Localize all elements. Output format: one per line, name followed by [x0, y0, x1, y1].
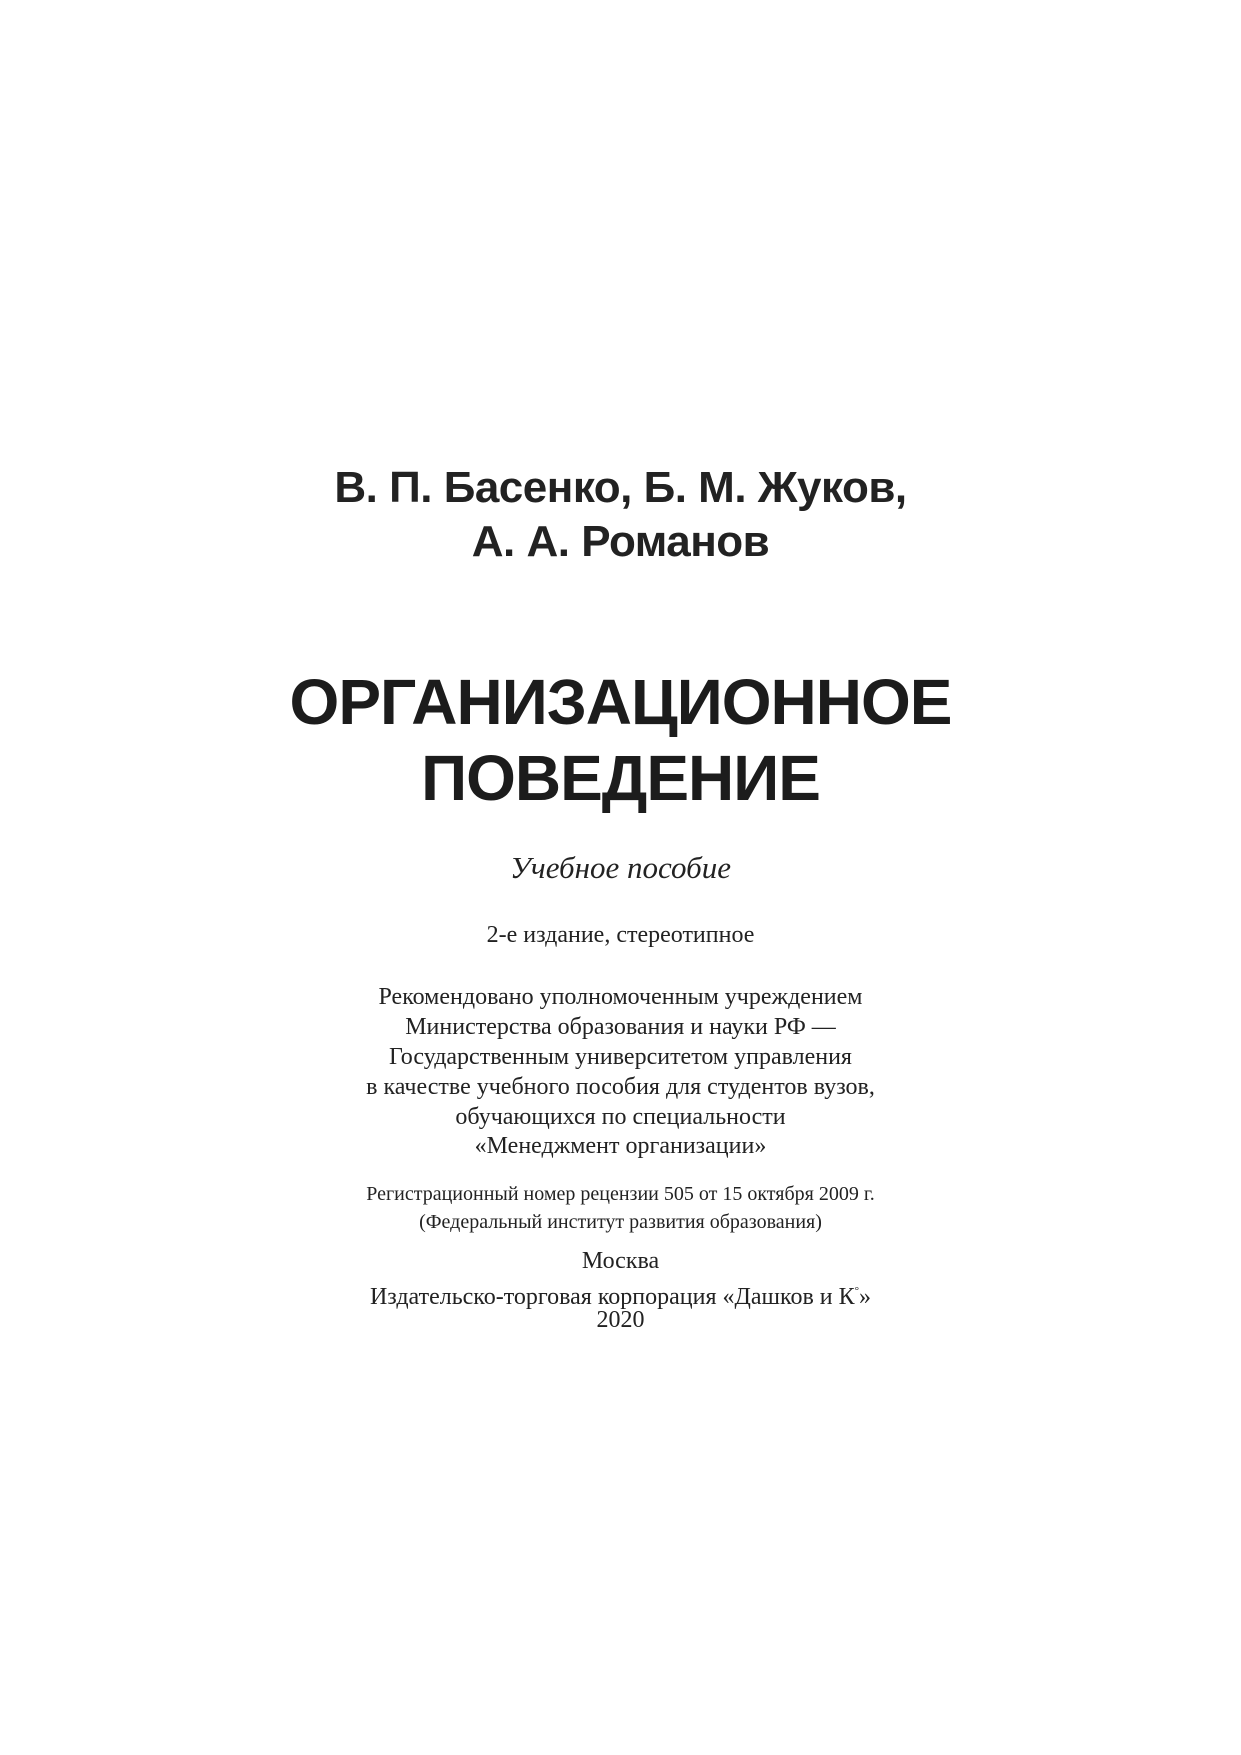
publisher-closing-quote: » [859, 1284, 872, 1310]
book-title-line-1: ОРГАНИЗАЦИОННОЕ [289, 666, 952, 738]
recommendation-line-5: обучающихся по специальности [455, 1104, 786, 1130]
recommendation-line-1: Рекомендовано уполномоченным учреждением [378, 984, 863, 1010]
authors-line-2: А. А. Романов [471, 517, 770, 566]
degree-mark: ° [854, 1285, 860, 1297]
authors-line-1: В. П. Басенко, Б. М. Жуков, [334, 463, 907, 512]
publisher-name: Издательско-торговая корпорация «Дашков и К [369, 1284, 855, 1310]
book-title-line-2: ПОВЕДЕНИЕ [421, 742, 820, 814]
recommendation-line-2: Министерства образования и науки РФ — [405, 1014, 836, 1040]
registration-line-2: (Федеральный институт развития образования) [419, 1211, 822, 1233]
edition-note: 2-е издание, стереотипное [486, 922, 755, 948]
registration-line-1: Регистрационный номер рецензии 505 от 15 октября 2009 г. [366, 1183, 875, 1205]
imprint-city: Москва [581, 1248, 660, 1274]
recommendation-line-3: Государственным университетом управления [389, 1044, 852, 1070]
imprint-year: 2020 [596, 1307, 645, 1333]
recommendation-line-4: в качестве учебного пособия для студентов вузов, [366, 1074, 875, 1100]
book-subtitle: Учебное пособие [510, 850, 731, 885]
recommendation-line-6: «Менеджмент организации» [474, 1133, 767, 1159]
